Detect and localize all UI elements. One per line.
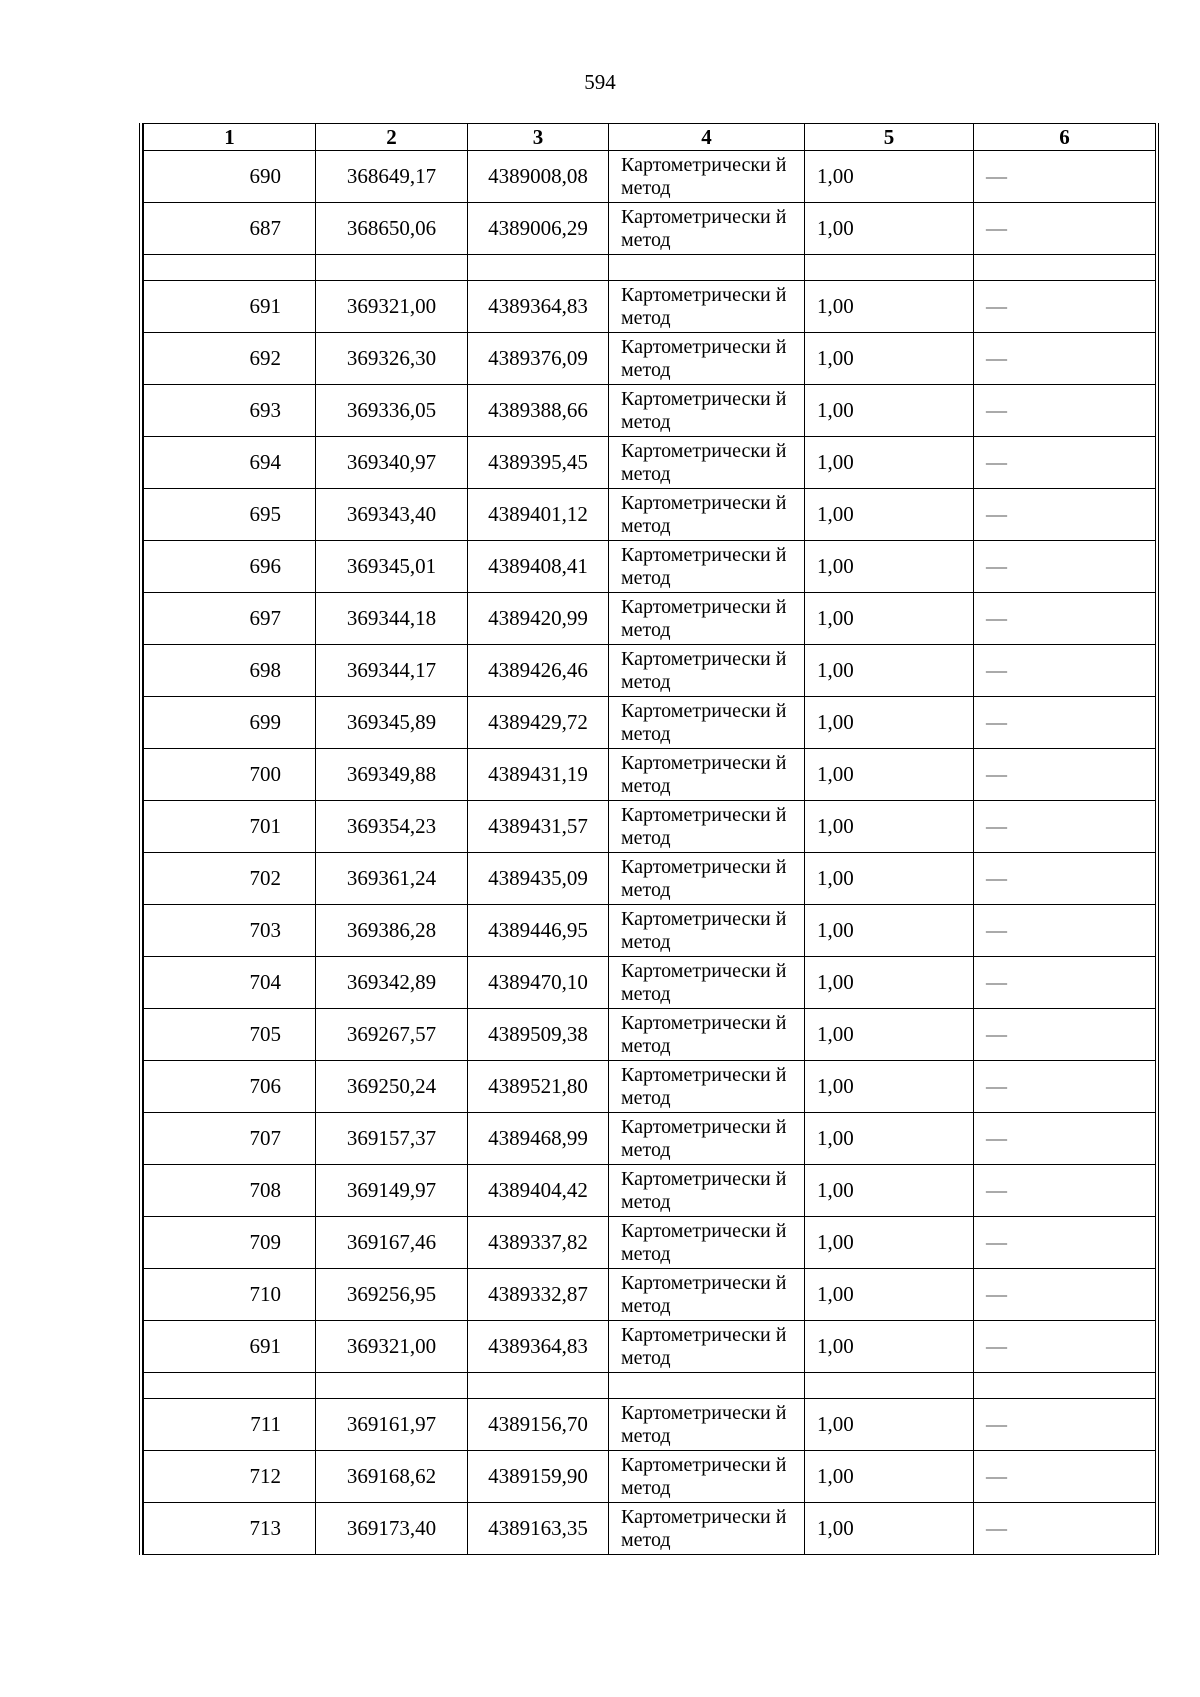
- y-coordinate-cell: 4389332,87: [468, 1269, 609, 1321]
- table-row: [144, 593, 1156, 645]
- description-cell: [974, 1373, 1156, 1399]
- x-coordinate-cell: 369157,37: [316, 1113, 468, 1165]
- x-coordinate-cell: 369161,97: [316, 1399, 468, 1451]
- point-number-cell: 698: [144, 645, 316, 697]
- y-coordinate-cell: 4389420,99: [468, 593, 609, 645]
- description-cell: —: [974, 1113, 1156, 1165]
- y-coordinate-cell: 4389521,80: [468, 1061, 609, 1113]
- accuracy-cell: 1,00: [805, 957, 974, 1009]
- method-cell: Картометрически й метод: [609, 489, 805, 541]
- column-header-4: 4: [609, 124, 805, 151]
- method-cell: Картометрически й метод: [609, 1165, 805, 1217]
- point-number-cell: 705: [144, 1009, 316, 1061]
- table-row: [144, 203, 1156, 255]
- point-number-cell: 704: [144, 957, 316, 1009]
- method-cell: Картометрически й метод: [609, 437, 805, 489]
- accuracy-cell: 1,00: [805, 437, 974, 489]
- y-coordinate-cell: 4389376,09: [468, 333, 609, 385]
- table-row: [144, 1165, 1156, 1217]
- point-number-cell: 693: [144, 385, 316, 437]
- description-cell: —: [974, 1321, 1156, 1373]
- table-row: [144, 853, 1156, 905]
- method-cell: Картометрически й метод: [609, 385, 805, 437]
- y-coordinate-cell: 4389364,83: [468, 1321, 609, 1373]
- accuracy-cell: 1,00: [805, 1269, 974, 1321]
- method-cell: Картометрически й метод: [609, 1217, 805, 1269]
- accuracy-cell: 1,00: [805, 333, 974, 385]
- point-number-cell: 701: [144, 801, 316, 853]
- table-row: [144, 957, 1156, 1009]
- x-coordinate-cell: 369354,23: [316, 801, 468, 853]
- table-row: [144, 489, 1156, 541]
- y-coordinate-cell: 4389388,66: [468, 385, 609, 437]
- y-coordinate-cell: 4389008,08: [468, 151, 609, 203]
- method-cell: Картометрически й метод: [609, 593, 805, 645]
- method-cell: Картометрически й метод: [609, 853, 805, 905]
- accuracy-cell: 1,00: [805, 593, 974, 645]
- table-row: [144, 1321, 1156, 1373]
- accuracy-cell: 1,00: [805, 1217, 974, 1269]
- point-number-cell: 706: [144, 1061, 316, 1113]
- coordinates-table-wrapper: [139, 123, 1159, 1555]
- accuracy-cell: 1,00: [805, 203, 974, 255]
- description-cell: —: [974, 645, 1156, 697]
- point-number-cell: 707: [144, 1113, 316, 1165]
- method-cell: Картометрически й метод: [609, 1399, 805, 1451]
- description-cell: —: [974, 1217, 1156, 1269]
- method-cell: Картометрически й метод: [609, 1009, 805, 1061]
- y-coordinate-cell: 4389426,46: [468, 645, 609, 697]
- coordinates-table: [143, 123, 1156, 1555]
- method-cell: Картометрически й метод: [609, 151, 805, 203]
- page-number: 594: [584, 70, 616, 94]
- x-coordinate-cell: 369386,28: [316, 905, 468, 957]
- accuracy-cell: 1,00: [805, 645, 974, 697]
- table-row: [144, 1009, 1156, 1061]
- table-row: [144, 151, 1156, 203]
- point-number-cell: 712: [144, 1451, 316, 1503]
- column-header-6: 6: [974, 124, 1156, 151]
- accuracy-cell: 1,00: [805, 853, 974, 905]
- x-coordinate-cell: 369336,05: [316, 385, 468, 437]
- header-row: [144, 124, 1156, 151]
- table-spacer-row: [144, 255, 1156, 281]
- description-cell: —: [974, 333, 1156, 385]
- accuracy-cell: 1,00: [805, 1399, 974, 1451]
- table-row: [144, 385, 1156, 437]
- accuracy-cell: 1,00: [805, 1009, 974, 1061]
- x-coordinate-cell: 368650,06: [316, 203, 468, 255]
- accuracy-cell: [805, 1373, 974, 1399]
- description-cell: —: [974, 203, 1156, 255]
- description-cell: —: [974, 489, 1156, 541]
- accuracy-cell: 1,00: [805, 1061, 974, 1113]
- accuracy-cell: 1,00: [805, 905, 974, 957]
- y-coordinate-cell: 4389395,45: [468, 437, 609, 489]
- accuracy-cell: 1,00: [805, 749, 974, 801]
- x-coordinate-cell: 369343,40: [316, 489, 468, 541]
- x-coordinate-cell: 369344,17: [316, 645, 468, 697]
- point-number-cell: 694: [144, 437, 316, 489]
- table-row: [144, 541, 1156, 593]
- method-cell: Картометрически й метод: [609, 1269, 805, 1321]
- table-row: [144, 333, 1156, 385]
- y-coordinate-cell: 4389468,99: [468, 1113, 609, 1165]
- table-row: [144, 905, 1156, 957]
- table-row: [144, 437, 1156, 489]
- y-coordinate-cell: 4389156,70: [468, 1399, 609, 1451]
- description-cell: —: [974, 385, 1156, 437]
- x-coordinate-cell: 369342,89: [316, 957, 468, 1009]
- x-coordinate-cell: 369149,97: [316, 1165, 468, 1217]
- point-number-cell: 699: [144, 697, 316, 749]
- point-number-cell: [144, 1373, 316, 1399]
- y-coordinate-cell: 4389429,72: [468, 697, 609, 749]
- y-coordinate-cell: 4389404,42: [468, 1165, 609, 1217]
- y-coordinate-cell: 4389431,57: [468, 801, 609, 853]
- x-coordinate-cell: 369168,62: [316, 1451, 468, 1503]
- accuracy-cell: 1,00: [805, 1321, 974, 1373]
- accuracy-cell: 1,00: [805, 281, 974, 333]
- method-cell: Картометрически й метод: [609, 1503, 805, 1555]
- x-coordinate-cell: 369267,57: [316, 1009, 468, 1061]
- description-cell: —: [974, 151, 1156, 203]
- method-cell: [609, 255, 805, 281]
- table-row: [144, 645, 1156, 697]
- point-number-cell: 711: [144, 1399, 316, 1451]
- method-cell: Картометрически й метод: [609, 541, 805, 593]
- table-row: [144, 1503, 1156, 1555]
- column-header-2: 2: [316, 124, 468, 151]
- y-coordinate-cell: 4389435,09: [468, 853, 609, 905]
- y-coordinate-cell: 4389006,29: [468, 203, 609, 255]
- table-row: [144, 697, 1156, 749]
- description-cell: —: [974, 853, 1156, 905]
- table-row: [144, 801, 1156, 853]
- x-coordinate-cell: 369256,95: [316, 1269, 468, 1321]
- description-cell: —: [974, 437, 1156, 489]
- table-row: [144, 1217, 1156, 1269]
- method-cell: Картометрически й метод: [609, 1321, 805, 1373]
- accuracy-cell: [805, 255, 974, 281]
- x-coordinate-cell: 369321,00: [316, 281, 468, 333]
- table-spacer-row: [144, 1373, 1156, 1399]
- table-row: [144, 1451, 1156, 1503]
- accuracy-cell: 1,00: [805, 385, 974, 437]
- description-cell: —: [974, 905, 1156, 957]
- point-number-cell: [144, 255, 316, 281]
- column-header-5: 5: [805, 124, 974, 151]
- accuracy-cell: 1,00: [805, 151, 974, 203]
- y-coordinate-cell: [468, 255, 609, 281]
- description-cell: —: [974, 593, 1156, 645]
- point-number-cell: 696: [144, 541, 316, 593]
- description-cell: —: [974, 801, 1156, 853]
- method-cell: Картометрически й метод: [609, 957, 805, 1009]
- y-coordinate-cell: 4389364,83: [468, 281, 609, 333]
- accuracy-cell: 1,00: [805, 541, 974, 593]
- method-cell: Картометрически й метод: [609, 905, 805, 957]
- x-coordinate-cell: 369173,40: [316, 1503, 468, 1555]
- method-cell: Картометрически й метод: [609, 697, 805, 749]
- description-cell: [974, 255, 1156, 281]
- x-coordinate-cell: 369345,01: [316, 541, 468, 593]
- method-cell: Картометрически й метод: [609, 1451, 805, 1503]
- description-cell: —: [974, 749, 1156, 801]
- y-coordinate-cell: 4389337,82: [468, 1217, 609, 1269]
- point-number-cell: 692: [144, 333, 316, 385]
- x-coordinate-cell: 369349,88: [316, 749, 468, 801]
- point-number-cell: 713: [144, 1503, 316, 1555]
- x-coordinate-cell: 369344,18: [316, 593, 468, 645]
- x-coordinate-cell: 368649,17: [316, 151, 468, 203]
- y-coordinate-cell: 4389163,35: [468, 1503, 609, 1555]
- y-coordinate-cell: 4389408,41: [468, 541, 609, 593]
- method-cell: Картометрически й метод: [609, 1061, 805, 1113]
- table-body: [144, 151, 1156, 1555]
- point-number-cell: 690: [144, 151, 316, 203]
- point-number-cell: 691: [144, 281, 316, 333]
- y-coordinate-cell: [468, 1373, 609, 1399]
- method-cell: Картометрически й метод: [609, 281, 805, 333]
- table-row: [144, 749, 1156, 801]
- description-cell: —: [974, 1009, 1156, 1061]
- description-cell: —: [974, 1269, 1156, 1321]
- table-row: [144, 1269, 1156, 1321]
- x-coordinate-cell: [316, 255, 468, 281]
- point-number-cell: 710: [144, 1269, 316, 1321]
- point-number-cell: 702: [144, 853, 316, 905]
- method-cell: Картометрически й метод: [609, 749, 805, 801]
- x-coordinate-cell: 369326,30: [316, 333, 468, 385]
- column-header-3: 3: [468, 124, 609, 151]
- description-cell: —: [974, 1165, 1156, 1217]
- method-cell: Картометрически й метод: [609, 203, 805, 255]
- point-number-cell: 709: [144, 1217, 316, 1269]
- method-cell: Картометрически й метод: [609, 801, 805, 853]
- method-cell: [609, 1373, 805, 1399]
- point-number-cell: 691: [144, 1321, 316, 1373]
- method-cell: Картометрически й метод: [609, 1113, 805, 1165]
- description-cell: —: [974, 1399, 1156, 1451]
- table-row: [144, 1061, 1156, 1113]
- point-number-cell: 687: [144, 203, 316, 255]
- description-cell: —: [974, 1451, 1156, 1503]
- point-number-cell: 700: [144, 749, 316, 801]
- y-coordinate-cell: 4389470,10: [468, 957, 609, 1009]
- description-cell: —: [974, 1503, 1156, 1555]
- y-coordinate-cell: 4389431,19: [468, 749, 609, 801]
- x-coordinate-cell: 369250,24: [316, 1061, 468, 1113]
- description-cell: —: [974, 697, 1156, 749]
- x-coordinate-cell: 369361,24: [316, 853, 468, 905]
- x-coordinate-cell: [316, 1373, 468, 1399]
- point-number-cell: 703: [144, 905, 316, 957]
- description-cell: —: [974, 957, 1156, 1009]
- description-cell: —: [974, 1061, 1156, 1113]
- x-coordinate-cell: 369345,89: [316, 697, 468, 749]
- x-coordinate-cell: 369167,46: [316, 1217, 468, 1269]
- accuracy-cell: 1,00: [805, 1165, 974, 1217]
- description-cell: —: [974, 541, 1156, 593]
- y-coordinate-cell: 4389159,90: [468, 1451, 609, 1503]
- y-coordinate-cell: 4389401,12: [468, 489, 609, 541]
- y-coordinate-cell: 4389446,95: [468, 905, 609, 957]
- point-number-cell: 697: [144, 593, 316, 645]
- description-cell: —: [974, 281, 1156, 333]
- x-coordinate-cell: 369321,00: [316, 1321, 468, 1373]
- method-cell: Картометрически й метод: [609, 333, 805, 385]
- column-header-1: 1: [144, 124, 316, 151]
- accuracy-cell: 1,00: [805, 1451, 974, 1503]
- x-coordinate-cell: 369340,97: [316, 437, 468, 489]
- accuracy-cell: 1,00: [805, 697, 974, 749]
- accuracy-cell: 1,00: [805, 489, 974, 541]
- point-number-cell: 708: [144, 1165, 316, 1217]
- table-row: [144, 281, 1156, 333]
- method-cell: Картометрически й метод: [609, 645, 805, 697]
- accuracy-cell: 1,00: [805, 1113, 974, 1165]
- y-coordinate-cell: 4389509,38: [468, 1009, 609, 1061]
- table-row: [144, 1399, 1156, 1451]
- point-number-cell: 695: [144, 489, 316, 541]
- table-row: [144, 1113, 1156, 1165]
- accuracy-cell: 1,00: [805, 801, 974, 853]
- accuracy-cell: 1,00: [805, 1503, 974, 1555]
